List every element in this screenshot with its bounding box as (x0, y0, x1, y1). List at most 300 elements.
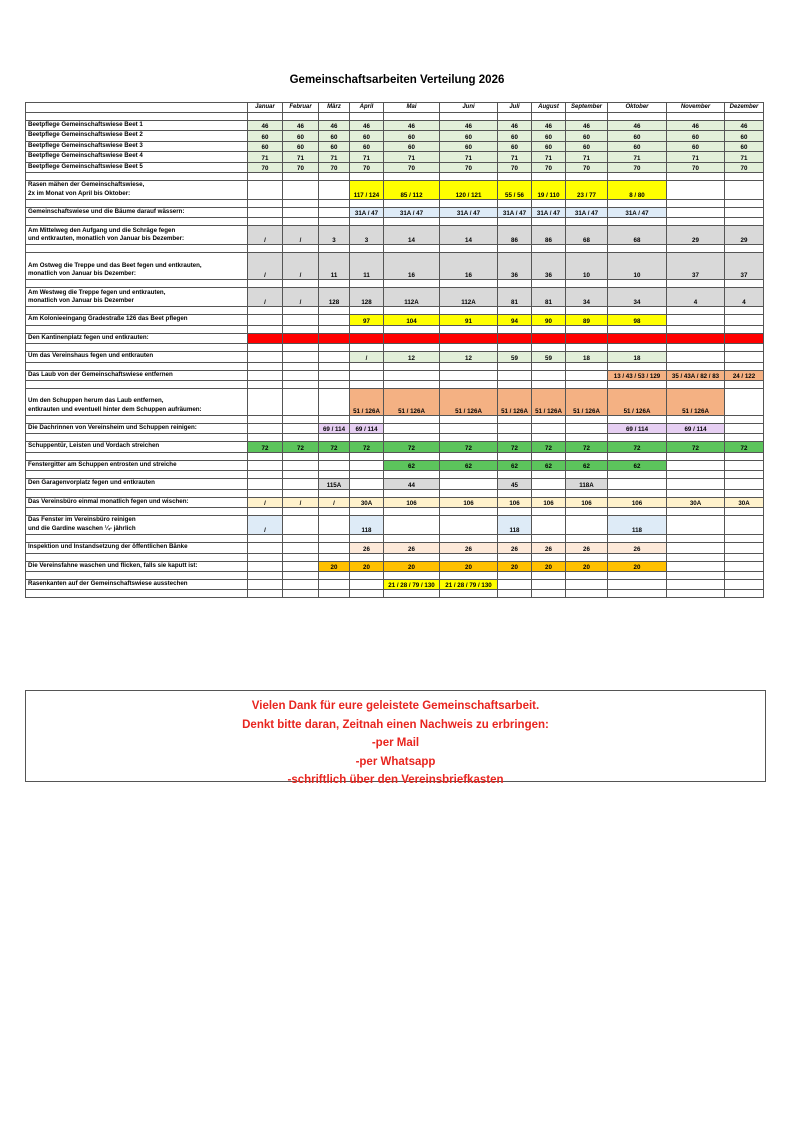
assignment-cell (283, 424, 319, 434)
assignment-cell: 31A / 47 (350, 208, 384, 218)
month-header: Juli (498, 103, 532, 113)
empty-cell (319, 344, 350, 352)
empty-cell (532, 245, 566, 253)
task-label: Beetpflege Gemeinschaftswiese Beet 4 (26, 152, 248, 162)
empty-cell (319, 362, 350, 370)
assignment-cell: 106 (384, 497, 440, 507)
empty-cell (440, 471, 498, 479)
assignment-cell: 72 (248, 442, 283, 452)
empty-cell (498, 452, 532, 460)
assignment-cell: 77 (532, 333, 566, 343)
assignment-cell: 60 (566, 141, 608, 151)
assignment-cell: 46 (725, 121, 764, 131)
task-label: Am Kolonieeingang Gradestraße 126 das Beet pflegen (26, 315, 248, 325)
assignment-cell (319, 315, 350, 325)
empty-cell (319, 452, 350, 460)
assignment-cell (283, 181, 319, 200)
assignment-cell: 44 (384, 479, 440, 489)
assignment-cell: 14 (440, 226, 498, 245)
assignment-cell: 30A (667, 497, 725, 507)
assignment-cell: 21 / 28 / 79 / 130 (384, 579, 440, 589)
assignment-cell (608, 479, 667, 489)
assignment-cell: 46 (608, 121, 667, 131)
empty-cell (725, 245, 764, 253)
assignment-cell (319, 208, 350, 218)
spacer-row (26, 571, 764, 579)
empty-cell (532, 381, 566, 389)
assignment-cell: / (248, 253, 283, 280)
assignment-cell: 72 (440, 442, 498, 452)
empty-cell (26, 590, 248, 598)
spacer-row (26, 325, 764, 333)
empty-cell (319, 280, 350, 288)
assignment-cell (248, 543, 283, 553)
assignment-cell: 46 (350, 121, 384, 131)
assignment-cell: 69 / 114 (667, 424, 725, 434)
empty-cell (248, 280, 283, 288)
empty-cell (350, 590, 384, 598)
assignment-cell: 62 (566, 460, 608, 470)
task-label: Rasenkanten auf der Gemeinschaftswiese ausstechen (26, 579, 248, 589)
empty-cell (440, 571, 498, 579)
assignment-cell: 70 (319, 162, 350, 172)
assignment-cell: 70 (667, 162, 725, 172)
empty-cell (667, 590, 725, 598)
assignment-cell: 26 (440, 543, 498, 553)
empty-cell (384, 113, 440, 121)
month-header-row (26, 103, 764, 113)
assignment-cell (725, 460, 764, 470)
empty-cell (608, 173, 667, 181)
assignment-cell (248, 315, 283, 325)
empty-cell (384, 280, 440, 288)
task-label: Gemeinschaftswiese und die Bäume darauf wässern: (26, 208, 248, 218)
assignment-cell: 118A (566, 479, 608, 489)
assignment-cell: 46 (384, 121, 440, 131)
assignment-cell (283, 333, 319, 343)
month-header: Dezember (725, 103, 764, 113)
assignment-cell: 54 (384, 333, 440, 343)
assignment-cell: 26 (384, 543, 440, 553)
empty-cell (319, 508, 350, 516)
assignment-cell (667, 543, 725, 553)
empty-cell (283, 471, 319, 479)
task-row (26, 516, 764, 535)
empty-cell (566, 218, 608, 226)
spacer-row (26, 245, 764, 253)
assignment-cell: 106 (608, 497, 667, 507)
assignment-cell (725, 543, 764, 553)
empty-cell (566, 325, 608, 333)
assignment-cell: 60 (667, 141, 725, 151)
empty-cell (608, 325, 667, 333)
assignment-cell: 60 (608, 141, 667, 151)
empty-cell (498, 571, 532, 579)
assignment-cell: 106 (440, 497, 498, 507)
assignment-cell (319, 543, 350, 553)
assignment-cell: 20 (440, 561, 498, 571)
assignment-cell: 106 (498, 497, 532, 507)
assignment-cell (350, 479, 384, 489)
empty-cell (248, 535, 283, 543)
assignment-cell (498, 424, 532, 434)
empty-cell (26, 434, 248, 442)
assignment-cell: 62 (608, 460, 667, 470)
empty-cell (384, 571, 440, 579)
task-row (26, 579, 764, 589)
assignment-cell: 62 (532, 460, 566, 470)
spacer-row (26, 535, 764, 543)
empty-cell (498, 307, 532, 315)
empty-cell (248, 571, 283, 579)
month-header: Juni (440, 103, 498, 113)
thanks-line: Denkt bitte daran, Zeitnah einen Nachweis zu erbringen: (242, 718, 549, 731)
assignment-cell: 10 (608, 253, 667, 280)
empty-cell (319, 307, 350, 315)
assignment-cell: 62 (440, 460, 498, 470)
task-label: Das Laub von der Gemeinschaftswiese entfernen (26, 370, 248, 380)
thanks-box (25, 690, 766, 786)
assignment-cell: 71 (498, 152, 532, 162)
empty-cell (532, 471, 566, 479)
empty-cell (350, 416, 384, 424)
assignment-cell (725, 579, 764, 589)
empty-cell (248, 434, 283, 442)
assignment-cell: 89 (566, 315, 608, 325)
empty-cell (440, 218, 498, 226)
empty-cell (350, 362, 384, 370)
empty-cell (350, 325, 384, 333)
assignment-cell: 71 (725, 152, 764, 162)
empty-cell (498, 553, 532, 561)
task-label: Inspektion und Instandsetzung der öffentlichen Bänke (26, 543, 248, 553)
assignment-cell (608, 579, 667, 589)
assignment-cell: 71 (350, 152, 384, 162)
assignment-cell: 54 (350, 333, 384, 343)
assignment-cell (498, 370, 532, 380)
empty-cell (608, 200, 667, 208)
empty-cell (384, 489, 440, 497)
assignment-cell: 51 / 126A (350, 389, 384, 416)
spacer-row (26, 173, 764, 181)
assignment-cell: 26 (498, 543, 532, 553)
assignment-cell (725, 389, 764, 416)
empty-cell (384, 307, 440, 315)
empty-cell (532, 307, 566, 315)
assignment-cell (283, 208, 319, 218)
empty-cell (26, 471, 248, 479)
empty-cell (350, 200, 384, 208)
assignment-cell: 72 (319, 442, 350, 452)
assignment-cell: 72 (667, 442, 725, 452)
empty-cell (283, 218, 319, 226)
empty-cell (566, 452, 608, 460)
assignment-cell: 20 (319, 561, 350, 571)
assignment-cell: 19 / 110 (532, 181, 566, 200)
empty-cell (440, 590, 498, 598)
assignment-cell: 16 (440, 253, 498, 280)
assignment-cell: 112A (384, 288, 440, 307)
task-label: Um den Schuppen herum das Laub entfernen, entkrauten und eventuell hinter dem Schuppen aufräumen: (26, 389, 248, 416)
spacer-row (26, 113, 764, 121)
thanks-line: Vielen Dank für eure geleistete Gemeinschaftsarbeit. (251, 700, 540, 712)
empty-cell (498, 471, 532, 479)
spacer-row (26, 280, 764, 288)
empty-cell (725, 571, 764, 579)
assignment-cell: 71 (283, 152, 319, 162)
empty-cell (532, 200, 566, 208)
assignment-cell: 18 (608, 352, 667, 362)
assignment-cell (283, 516, 319, 535)
empty-cell (248, 173, 283, 181)
empty-cell (566, 553, 608, 561)
schedule-table (25, 102, 764, 598)
task-label: Fenstergitter am Schuppen entrosten und streiche (26, 460, 248, 470)
assignment-cell: 72 (608, 442, 667, 452)
assignment-cell: 72 (725, 442, 764, 452)
empty-cell (608, 245, 667, 253)
assignment-cell: 72 (566, 442, 608, 452)
empty-cell (725, 218, 764, 226)
assignment-cell (319, 460, 350, 470)
assignment-cell (248, 352, 283, 362)
empty-cell (725, 590, 764, 598)
assignment-cell: 86 (532, 226, 566, 245)
empty-cell (608, 489, 667, 497)
empty-cell (498, 200, 532, 208)
empty-cell (283, 173, 319, 181)
empty-cell (440, 535, 498, 543)
task-row (26, 162, 764, 172)
assignment-cell (319, 181, 350, 200)
empty-cell (498, 245, 532, 253)
empty-cell (608, 590, 667, 598)
assignment-cell (384, 516, 440, 535)
assignment-cell (283, 561, 319, 571)
assignment-cell (248, 333, 283, 343)
empty-cell (384, 381, 440, 389)
assignment-cell: 60 (319, 141, 350, 151)
task-row (26, 424, 764, 434)
empty-cell (440, 381, 498, 389)
assignment-cell (283, 460, 319, 470)
empty-cell (26, 325, 248, 333)
empty-cell (440, 173, 498, 181)
empty-cell (26, 200, 248, 208)
empty-cell (498, 535, 532, 543)
empty-cell (350, 489, 384, 497)
assignment-cell: 70 (532, 162, 566, 172)
spacer-row (26, 452, 764, 460)
spacer-row (26, 362, 764, 370)
assignment-cell (725, 479, 764, 489)
empty-cell (725, 452, 764, 460)
assignment-cell: 60 (532, 141, 566, 151)
empty-cell (26, 508, 248, 516)
empty-cell (498, 325, 532, 333)
assignment-cell: 106 (566, 497, 608, 507)
assignment-cell: 18 (566, 352, 608, 362)
empty-cell (440, 280, 498, 288)
empty-cell (384, 245, 440, 253)
assignment-cell: 31A / 47 (440, 208, 498, 218)
empty-cell (248, 200, 283, 208)
empty-cell (319, 590, 350, 598)
empty-cell (667, 416, 725, 424)
empty-cell (26, 553, 248, 561)
empty-cell (667, 381, 725, 389)
empty-cell (283, 113, 319, 121)
assignment-cell (319, 333, 350, 343)
assignment-cell: 120 / 121 (440, 181, 498, 200)
assignment-cell: 60 (384, 141, 440, 151)
empty-cell (667, 173, 725, 181)
spacer-row (26, 307, 764, 315)
empty-cell (350, 218, 384, 226)
empty-cell (608, 535, 667, 543)
assignment-cell: / (248, 288, 283, 307)
spacer-row (26, 434, 764, 442)
month-header: August (532, 103, 566, 113)
empty-cell (440, 325, 498, 333)
assignment-cell: 20 (498, 561, 532, 571)
empty-cell (566, 434, 608, 442)
assignment-cell: 20 (566, 561, 608, 571)
empty-cell (248, 508, 283, 516)
empty-cell (566, 535, 608, 543)
assignment-cell: 31A / 47 (566, 208, 608, 218)
empty-cell (608, 280, 667, 288)
assignment-cell: 94 (498, 315, 532, 325)
empty-cell (283, 307, 319, 315)
assignment-cell (248, 424, 283, 434)
empty-cell (26, 245, 248, 253)
assignment-cell: 59 (532, 352, 566, 362)
empty-cell (498, 280, 532, 288)
assignment-cell (283, 370, 319, 380)
assignment-cell: 23 / 77 (566, 181, 608, 200)
assignment-cell (319, 352, 350, 362)
empty-cell (283, 489, 319, 497)
empty-cell (26, 362, 248, 370)
empty-cell (283, 362, 319, 370)
assignment-cell: 70 (384, 162, 440, 172)
assignment-cell: 60 (283, 141, 319, 151)
assignment-cell: 118 (498, 516, 532, 535)
spacer-row (26, 218, 764, 226)
empty-cell (725, 471, 764, 479)
task-row (26, 121, 764, 131)
assignment-cell (440, 370, 498, 380)
assignment-cell: 37 (725, 253, 764, 280)
empty-cell (532, 590, 566, 598)
empty-cell (350, 452, 384, 460)
assignment-cell: 46 (248, 121, 283, 131)
assignment-cell: 72 (350, 442, 384, 452)
assignment-cell (725, 424, 764, 434)
assignment-cell: 60 (608, 131, 667, 141)
empty-cell (725, 553, 764, 561)
empty-cell (667, 489, 725, 497)
empty-cell (440, 416, 498, 424)
assignment-cell: 118 (608, 516, 667, 535)
assignment-cell: 13 / 43 / 53 / 129 (608, 370, 667, 380)
assignment-cell (440, 424, 498, 434)
assignment-cell: 10 (566, 253, 608, 280)
assignment-cell: 85 / 112 (384, 181, 440, 200)
empty-cell (725, 508, 764, 516)
assignment-cell: 11 (350, 253, 384, 280)
month-header: April (350, 103, 384, 113)
empty-cell (608, 434, 667, 442)
task-row (26, 370, 764, 380)
assignment-cell (667, 479, 725, 489)
empty-cell (319, 325, 350, 333)
assignment-cell (248, 181, 283, 200)
empty-cell (283, 325, 319, 333)
task-label: Den Garagenvorplatz fegen und entkrauten (26, 479, 248, 489)
assignment-cell: / (283, 288, 319, 307)
empty-cell (725, 307, 764, 315)
assignment-cell: 21 / 28 / 79 / 130 (440, 579, 498, 589)
assignment-cell: 115A (319, 479, 350, 489)
assignment-cell: 123 (566, 333, 608, 343)
assignment-cell: 118 (350, 516, 384, 535)
assignment-cell: 60 (498, 141, 532, 151)
assignment-cell (725, 352, 764, 362)
empty-cell (283, 416, 319, 424)
empty-cell (725, 362, 764, 370)
assignment-cell: 36 (532, 253, 566, 280)
empty-cell (26, 381, 248, 389)
empty-cell (725, 489, 764, 497)
empty-cell (283, 200, 319, 208)
assignment-cell (283, 315, 319, 325)
spacer-row (26, 381, 764, 389)
assignment-cell: 132 (440, 333, 498, 343)
assignment-cell (725, 516, 764, 535)
empty-cell (384, 471, 440, 479)
month-header: Februar (283, 103, 319, 113)
task-row (26, 181, 764, 200)
task-row (26, 333, 764, 343)
empty-cell (566, 173, 608, 181)
task-row (26, 226, 764, 245)
empty-cell (384, 434, 440, 442)
empty-cell (566, 362, 608, 370)
assignment-cell: 72 (532, 442, 566, 452)
empty-cell (440, 113, 498, 121)
assignment-cell: 31A / 47 (384, 208, 440, 218)
assignment-cell: 69 / 114 (350, 424, 384, 434)
empty-cell (667, 471, 725, 479)
empty-cell (384, 344, 440, 352)
assignment-cell: 36 (498, 253, 532, 280)
assignment-cell: 34 (608, 288, 667, 307)
empty-cell (498, 218, 532, 226)
empty-cell (532, 571, 566, 579)
empty-cell (667, 452, 725, 460)
empty-cell (248, 489, 283, 497)
empty-cell (283, 571, 319, 579)
task-row (26, 253, 764, 280)
empty-cell (498, 489, 532, 497)
empty-cell (283, 344, 319, 352)
empty-cell (26, 307, 248, 315)
month-header: März (319, 103, 350, 113)
empty-cell (725, 200, 764, 208)
assignment-cell: 12 (440, 352, 498, 362)
